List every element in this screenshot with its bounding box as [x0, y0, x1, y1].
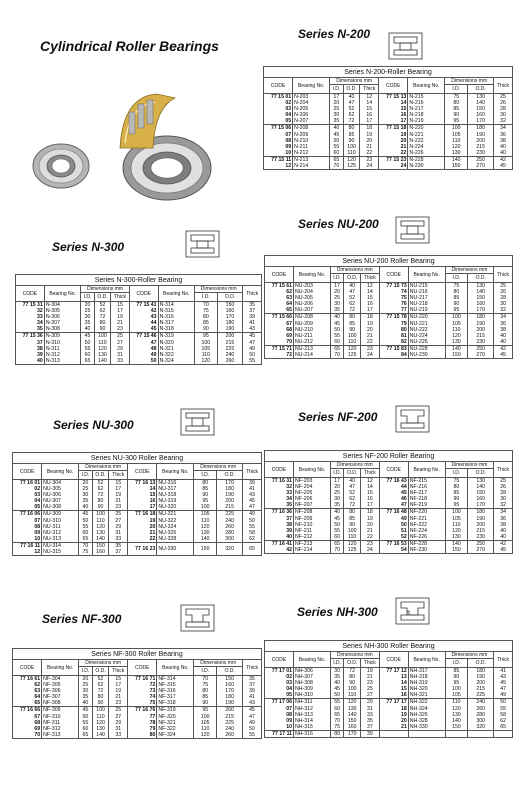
col-code: CODE — [128, 464, 157, 480]
page-title: Cylindrical Roller Bearings — [40, 38, 219, 54]
col-code: CODE — [129, 286, 158, 302]
col-bearing-no: Bearing No. — [158, 286, 195, 302]
col-id: I.D. — [330, 274, 344, 283]
nu-type-cross-section-icon — [395, 216, 430, 244]
col-code: CODE — [16, 286, 45, 302]
table-caption: Series NF-200 Roller Bearing — [265, 451, 513, 462]
col-id: I.D. — [330, 659, 344, 668]
small-bearing-image — [33, 144, 89, 188]
series-title-nh300: Series NH-300 — [297, 605, 378, 619]
col-thick: Thick — [109, 471, 128, 480]
col-code: CODE — [13, 464, 42, 480]
series-nh300-table — [264, 640, 513, 738]
n-type-cross-section-icon — [185, 230, 220, 258]
table-row: 77 15 11 12 N-213 N-214 65 70 120 125 23 24 77 15 23 24 N-228 N-230 140 150 250 270 42 45 — [264, 156, 513, 169]
col-id: I.D. — [81, 293, 94, 302]
table-row: 77 15 36 37 38 39 40 N-309 N-310 N-311 N-312 N-313 45 50 55 60 65 100 110 120 130 140 25 27 29 31 33 77 15 46 47 48 49 50 N-319 N-320 N-321 N-322 N-324 95 100 105 110 120 200 215 225 240 260 45 47 49 50 55 — [16, 333, 262, 364]
col-thick: Thick — [360, 469, 379, 478]
col-thick: Thick — [494, 267, 513, 283]
col-thick: Thick — [360, 274, 379, 283]
col-thick: Thick — [494, 78, 513, 94]
col-dimensions: Dimensions mm — [81, 286, 129, 293]
series-title-nf300: Series NF-300 — [42, 612, 122, 626]
col-od: O.D. — [344, 469, 361, 478]
col-bearing-no: Bearing No. — [408, 78, 445, 94]
col-bearing-no: Bearing No. — [408, 652, 445, 668]
series-title-n200: Series N-200 — [298, 27, 371, 41]
col-dimensions: Dimensions mm — [330, 267, 379, 274]
col-thick: Thick — [109, 667, 128, 676]
n-type-cross-section-icon — [388, 32, 423, 60]
series-nu200-table — [264, 255, 513, 359]
col-dimensions: Dimensions mm — [445, 78, 494, 85]
col-code: CODE — [265, 462, 294, 478]
table-row: 77 15 31 32 33 34 35 N-304 N-305 N-306 N-307 N-308 20 25 30 35 40 52 62 72 80 90 15 17 19 21 23 77 15 41 42 43 44 45 N-314 N-315 N-316 N-317 N-318 70 75 80 85 90 150 160 170 180 190 35 37 39 41 43 — [16, 302, 262, 333]
table-row: 77 16 11 12 NU-314 NU-315 70 75 150 160 35 37 77 16 23 NU-330 150 320 65 — [13, 542, 262, 555]
col-code: CODE — [379, 652, 408, 668]
table-row: 77 16 61 62 63 64 65 NF-304 NF-305 NF-306 NF-307 NF-308 20 25 30 35 40 52 62 72 80 90 15 17 19 21 23 77 16 71 72 73 74 75 NF-314 NF-315 NF-316 NF-317 NF-318 70 75 80 85 90 150 160 170 180 190 35 37 39 41 43 — [13, 676, 262, 707]
col-code: CODE — [379, 462, 408, 478]
nu-type-cross-section-icon — [180, 408, 215, 436]
col-thick: Thick — [494, 652, 513, 668]
col-id: I.D. — [445, 469, 468, 478]
col-bearing-no: Bearing No. — [408, 462, 445, 478]
series-n200-table — [263, 66, 513, 170]
col-od: O.D. — [94, 293, 110, 302]
col-code: CODE — [265, 652, 294, 668]
table-caption: Series NU-200 Roller Bearing — [265, 256, 513, 267]
nh-type-cross-section-icon — [395, 597, 430, 625]
col-id: I.D. — [195, 293, 218, 302]
bearing-product-photo — [25, 88, 215, 208]
col-id: I.D. — [445, 659, 468, 668]
table-caption: Series NF-300 Roller Bearing — [13, 649, 262, 660]
col-dimensions: Dimensions mm — [194, 464, 243, 471]
col-dimensions: Dimensions mm — [330, 462, 379, 469]
col-dimensions: Dimensions mm — [445, 462, 494, 469]
series-nu300-table — [12, 452, 262, 556]
nf-type-cross-section-icon — [180, 604, 215, 632]
col-code: CODE — [265, 267, 294, 283]
col-bearing-no: Bearing No. — [157, 464, 194, 480]
col-code: CODE — [264, 78, 293, 94]
col-od: O.D. — [468, 659, 494, 668]
col-od: O.D. — [92, 667, 109, 676]
series-n300-table — [15, 274, 262, 365]
col-id: I.D. — [330, 85, 344, 94]
table-row: 77 15 66 67 68 69 70 NU-208 NU-209 NU-210 NU-211 NU-212 40 45 50 55 60 80 85 90 100 110 18 19 20 21 22 77 15 78 79 80 81 82 NU-220 NU-221 NU-222 NU-224 NU-226 100 105 110 120 130 180 190 200 215 230 34 36 38 40 40 — [265, 314, 513, 345]
col-thick: Thick — [243, 286, 262, 302]
col-id: I.D. — [330, 469, 344, 478]
series-nf300-table — [12, 648, 262, 739]
col-od: O.D. — [344, 274, 361, 283]
col-bearing-no: Bearing No. — [294, 652, 331, 668]
col-code: CODE — [128, 660, 157, 676]
col-dimensions: Dimensions mm — [330, 652, 379, 659]
nf-type-cross-section-icon — [395, 405, 430, 433]
col-thick: Thick — [243, 464, 262, 480]
table-caption: Series N-200-Roller Bearing — [264, 67, 513, 78]
table-caption: Series NH-300 Roller Bearing — [265, 641, 513, 652]
col-od: O.D. — [343, 85, 360, 94]
table-row: 77 17 11 NH-316 80 170 39 — [265, 730, 513, 737]
col-id: I.D. — [445, 274, 468, 283]
table-row: 77 16 36 37 38 39 40 NF-208 NF-209 NF-210 NF-211 NF-212 40 45 50 55 60 80 85 90 100 110 18 19 20 21 22 77 16 48 49 50 51 52 NF-220 NF-221 NF-222 NF-224 NF-226 100 105 110 120 130 180 190 200 215 230 34 36 38 40 40 — [265, 509, 513, 540]
col-id: I.D. — [194, 471, 217, 480]
col-od: O.D. — [217, 471, 243, 480]
table-row: 77 15 01 02 03 04 05 N-203 N-204 N-205 N-206 N-207 17 20 25 30 35 40 47 52 62 72 12 14 15 16 17 77 15 13 14 15 16 17 N-215 N-216 N-217 N-218 N-219 75 80 85 90 95 130 140 150 160 170 25 26 28 30 32 — [264, 94, 513, 125]
col-thick: Thick — [360, 85, 379, 94]
table-row: 77 16 31 32 33 34 35 NF-203 NF-204 NF-205 NF-206 NF-207 17 20 25 30 35 40 47 52 62 72 12 14 15 16 17 77 16 43 44 45 46 47 NF-215 NF-216 NF-217 NF-218 NF-219 75 80 85 90 95 130 140 150 160 170 25 26 28 30 32 — [265, 478, 513, 509]
col-thick: Thick — [111, 293, 130, 302]
col-bearing-no: Bearing No. — [294, 462, 331, 478]
col-dimensions: Dimensions mm — [330, 78, 379, 85]
col-bearing-no: Bearing No. — [44, 286, 81, 302]
table-row: 77 16 06 07 08 09 10 NU-309 NU-310 NU-311 NU-312 NU-313 45 50 55 60 65 100 110 120 130 140 25 27 29 31 33 77 16 18 19 20 21 22 NU-321 NU-322 NU-324 NU-326 NU-328 105 110 120 130 140 225 240 260 280 300 49 50 55 58 62 — [13, 511, 262, 542]
table-row: 77 16 66 67 68 69 70 NF-309 NF-310 NF-311 NF-312 NF-313 45 50 55 60 65 100 110 120 130 140 25 27 29 31 33 77 16 76 77 78 79 80 NF-319 NF-320 NF-321 NF-322 NF-324 95 100 105 110 120 200 215 225 240 260 45 47 49 50 55 — [13, 707, 262, 738]
col-bearing-no: Bearing No. — [408, 267, 445, 283]
col-thick: Thick — [494, 462, 513, 478]
col-od: O.D. — [468, 85, 494, 94]
table-row: 77 16 41 42 NF-213 NF-214 65 70 120 125 23 24 77 16 53 54 NF-228 NF-230 140 150 250 270 42 45 — [265, 540, 513, 553]
col-bearing-no: Bearing No. — [42, 660, 79, 676]
col-bearing-no: Bearing No. — [42, 464, 79, 480]
col-dimensions: Dimensions mm — [194, 660, 243, 667]
col-thick: Thick — [360, 659, 379, 668]
col-od: O.D. — [344, 659, 361, 668]
col-thick: Thick — [243, 660, 262, 676]
col-bearing-no: Bearing No. — [157, 660, 194, 676]
table-caption: Series N-300-Roller Bearing — [16, 275, 262, 286]
col-dimensions: Dimensions mm — [445, 267, 494, 274]
series-nf200-table — [264, 450, 513, 554]
col-id: I.D. — [194, 667, 217, 676]
col-id: I.D. — [79, 471, 93, 480]
series-title-nu300: Series NU-300 — [53, 418, 134, 432]
table-row: 77 17 06 07 08 09 10 NH-311 NH-312 NH-313 NH-314 NH-315 55 60 65 70 75 120 130 140 150 160 29 31 33 35 37 77 17 17 18 19 20 21 NH-322 NH-324 NH-326 NH-328 NH-330 110 120 130 140 150 240 260 280 300 320 50 55 58 62 65 — [265, 699, 513, 730]
col-od: O.D. — [217, 667, 243, 676]
table-row: 77 15 06 07 08 09 10 N-208 N-209 N-210 N-211 N-212 40 45 50 55 60 80 85 90 100 110 18 19 20 21 22 77 15 18 19 20 21 22 N-220 N-221 N-222 N-224 N-226 100 105 110 120 130 180 190 200 215 230 34 36 38 40 40 — [264, 125, 513, 156]
col-od: O.D. — [217, 293, 243, 302]
col-od: O.D. — [468, 469, 494, 478]
large-bearing-image — [120, 94, 211, 200]
col-code: CODE — [379, 267, 408, 283]
table-row: 77 15 61 62 63 64 65 NU-203 NU-204 NU-205 NU-206 NU-207 17 20 25 30 35 40 47 52 62 72 12 14 15 16 17 77 15 73 74 75 76 77 NU-215 NU-216 NU-217 NU-218 NU-219 75 80 85 90 95 130 140 150 160 170 25 26 28 30 32 — [265, 283, 513, 314]
series-title-nu200: Series NU-200 — [298, 217, 379, 231]
col-dimensions: Dimensions mm — [445, 652, 494, 659]
col-dimensions: Dimensions mm — [79, 464, 128, 471]
col-bearing-no: Bearing No. — [293, 78, 330, 94]
col-id: I.D. — [445, 85, 468, 94]
series-title-n300: Series N-300 — [52, 240, 125, 254]
table-row: 77 15 71 72 NU-213 NU-214 65 70 120 125 23 24 77 15 83 84 NU-228 NU-230 140 150 250 270 42 45 — [265, 345, 513, 358]
col-code: CODE — [13, 660, 42, 676]
col-bearing-no: Bearing No. — [294, 267, 331, 283]
table-row: 77 16 01 02 03 04 05 NU-304 NU-305 NU-306 NU-307 NU-308 20 25 30 35 40 52 62 72 80 90 15 17 19 21 23 77 16 13 14 15 16 17 NU-316 NU-317 NU-318 NU-319 NU-320 80 85 90 95 100 170 180 190 200 215 39 41 43 45 47 — [13, 480, 262, 511]
col-od: O.D. — [468, 274, 494, 283]
table-row: 77 17 01 02 03 04 05 NH-306 NH-307 NH-308 NH-309 NH-310 30 35 40 45 50 72 80 90 100 110 19 21 23 25 27 77 17 12 13 14 15 16 NH-317 NH-318 NH-319 NH-320 NH-321 85 90 95 100 105 180 190 200 215 225 41 43 45 47 49 — [265, 668, 513, 699]
series-title-nf200: Series NF-200 — [298, 410, 378, 424]
col-dimensions: Dimensions mm — [79, 660, 128, 667]
col-id: I.D. — [79, 667, 93, 676]
table-caption: Series NU-300 Roller Bearing — [13, 453, 262, 464]
col-od: O.D. — [92, 471, 109, 480]
col-dimensions: Dimensions mm — [195, 286, 243, 293]
col-code: CODE — [379, 78, 408, 94]
